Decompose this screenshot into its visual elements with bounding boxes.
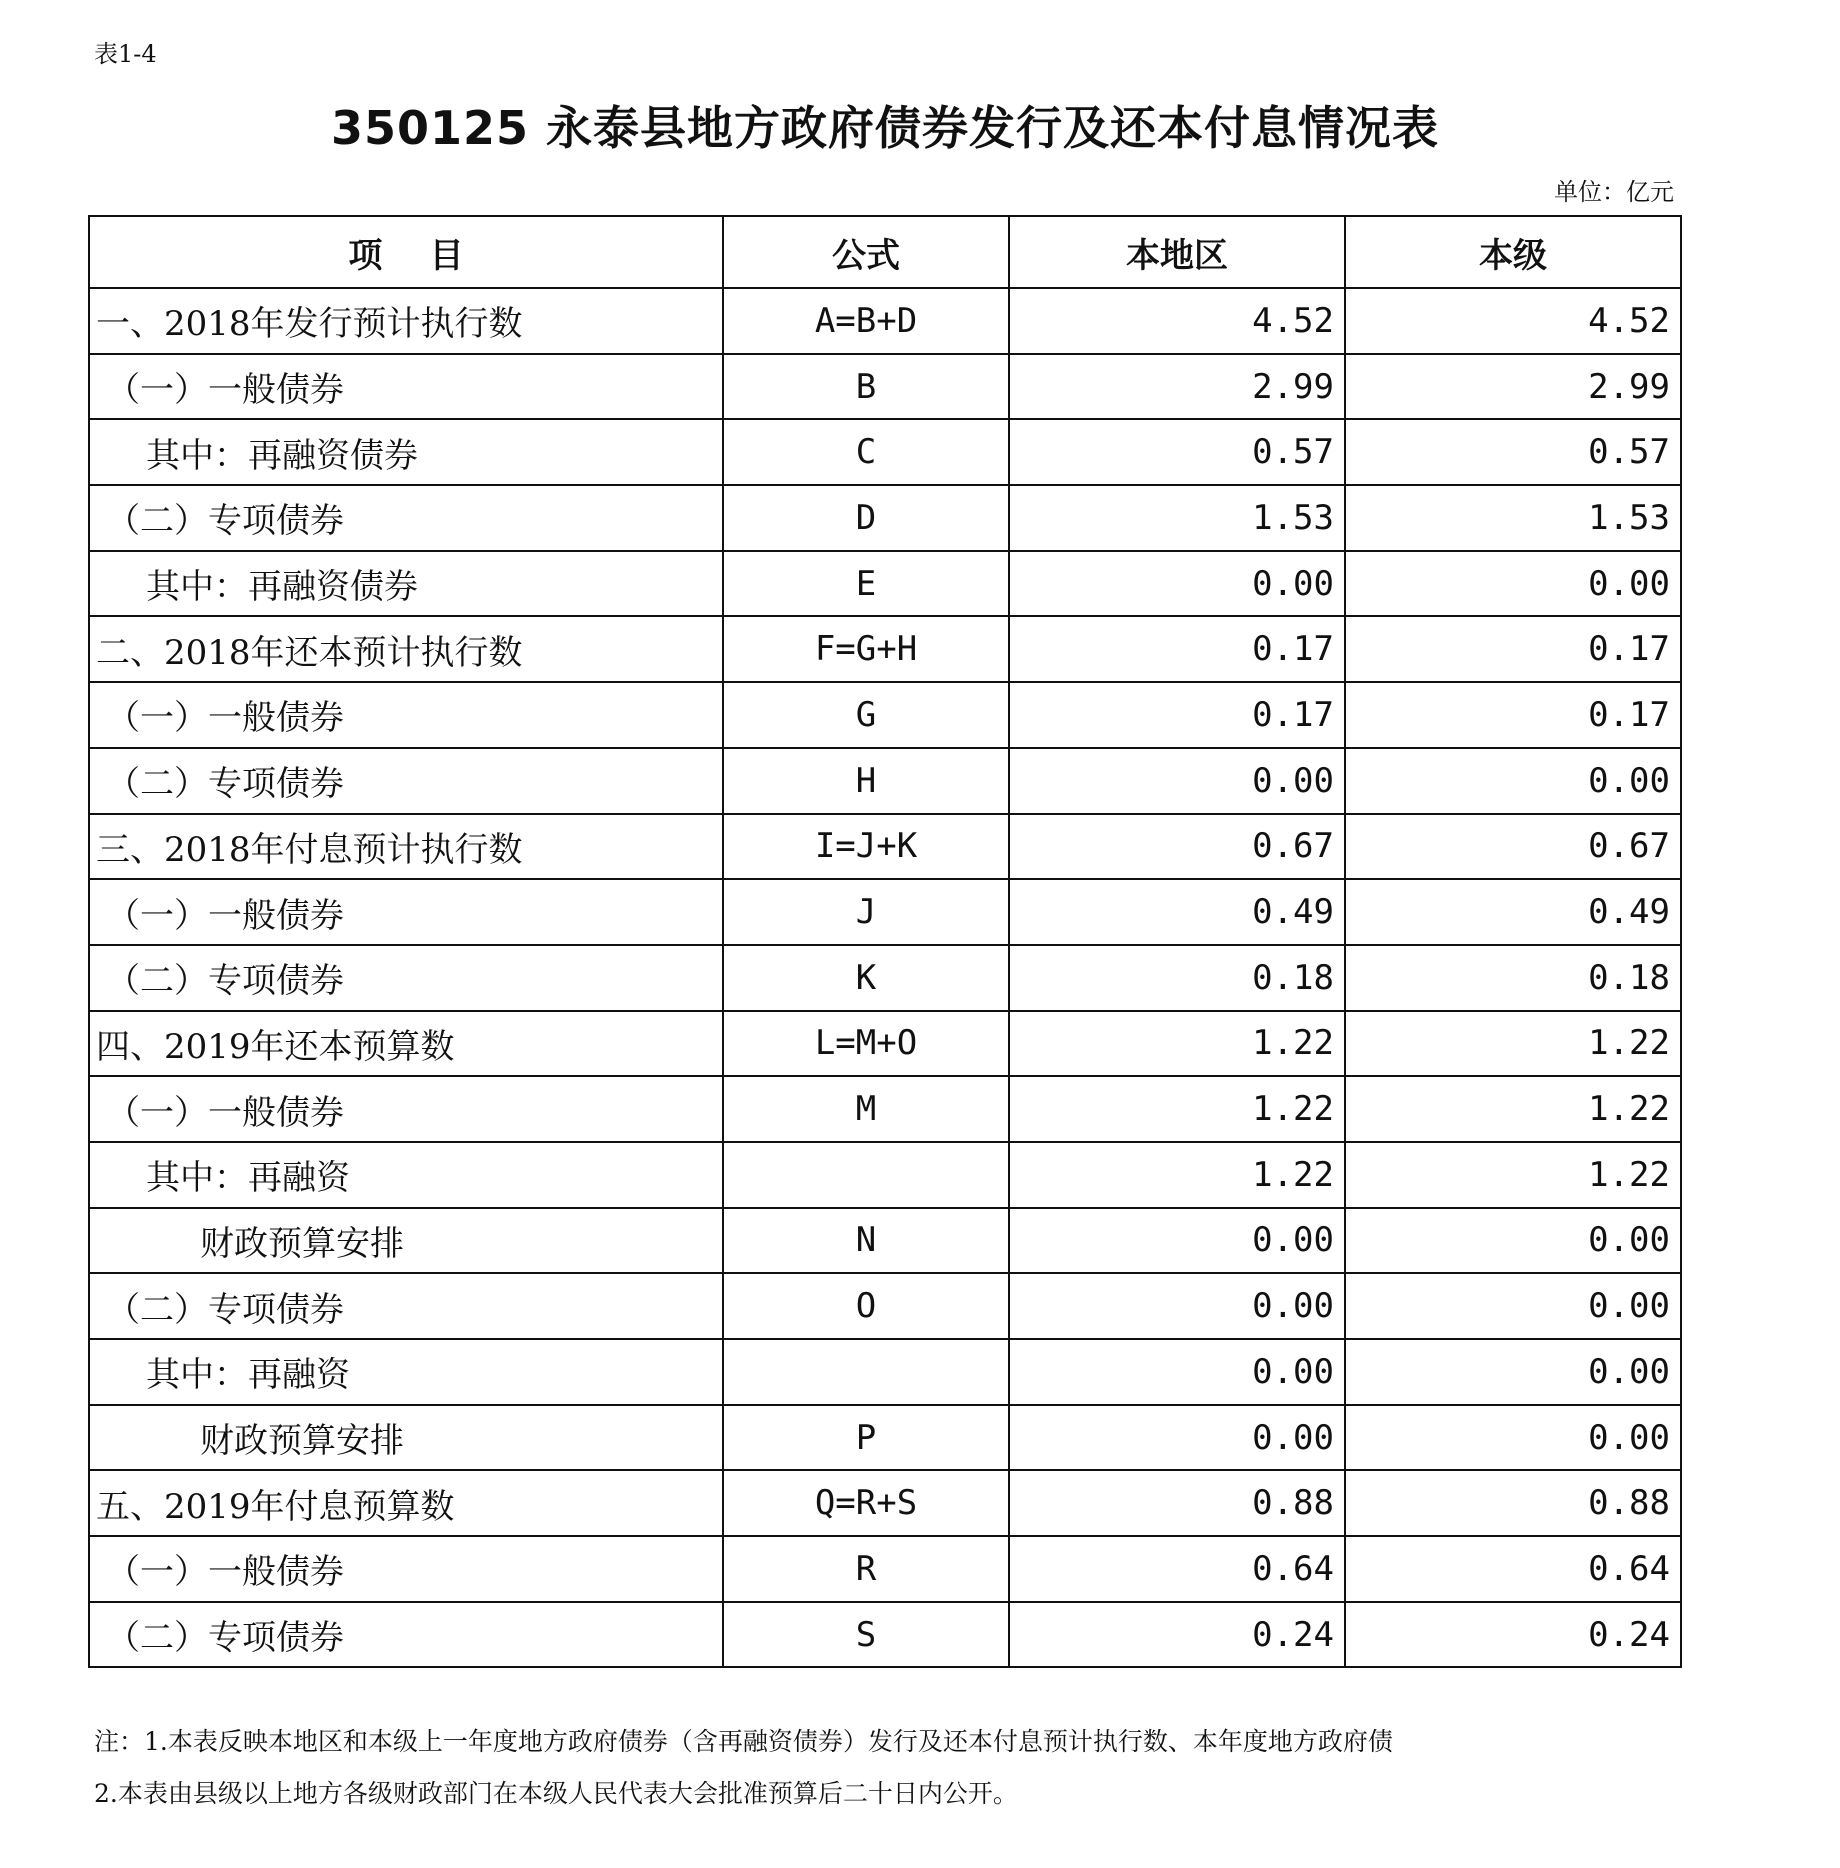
table-id: 表1-4	[94, 40, 157, 68]
row-item-cell: 其中：再融资债券	[89, 419, 723, 485]
page-title: 350125 永泰县地方政府债券发行及还本付息情况表	[330, 101, 1440, 155]
row-item-cell: 三、2018年付息预计执行数	[89, 814, 723, 880]
row-formula-cell	[723, 1142, 1009, 1208]
row-formula-cell: B	[723, 354, 1009, 420]
table-row	[89, 1076, 1681, 1142]
note-1: 注：1.本表反映本地区和本级上一年度地方政府债券（含再融资债券）发行及还本付息预计执行数、本年度地方政府债	[94, 1727, 1393, 1756]
row-item-cell: （二）专项债券	[89, 485, 723, 551]
row-item-cell: 其中：再融资	[89, 1339, 723, 1405]
row-region-value: 4.52	[1009, 288, 1345, 354]
row-region-value: 0.88	[1009, 1470, 1345, 1536]
row-item-cell: （二）专项债券	[89, 748, 723, 814]
row-region-value: 1.22	[1009, 1076, 1345, 1142]
row-level-value: 1.53	[1345, 485, 1681, 551]
row-formula-cell: D	[723, 485, 1009, 551]
row-region-value: 1.53	[1009, 485, 1345, 551]
row-formula-cell: S	[723, 1602, 1009, 1668]
row-region-value: 0.49	[1009, 879, 1345, 945]
row-region-value: 0.17	[1009, 682, 1345, 748]
row-level-value: 0.49	[1345, 879, 1681, 945]
row-item-cell: 其中：再融资债券	[89, 551, 723, 617]
debt-table	[88, 215, 1682, 1668]
note-2: 2.本表由县级以上地方各级财政部门在本级人民代表大会批准预算后二十日内公开。	[94, 1779, 1018, 1808]
table-row	[89, 1142, 1681, 1208]
row-region-value: 0.00	[1009, 1273, 1345, 1339]
table-row	[89, 1273, 1681, 1339]
row-formula-cell: H	[723, 748, 1009, 814]
table-row	[89, 485, 1681, 551]
header-item: 项 目	[89, 216, 723, 288]
table-row	[89, 1602, 1681, 1668]
row-item-cell: （一）一般债券	[89, 1536, 723, 1602]
table-row	[89, 1405, 1681, 1471]
row-formula-cell: N	[723, 1208, 1009, 1274]
row-level-value: 1.22	[1345, 1076, 1681, 1142]
unit-label: 单位：亿元	[1554, 178, 1674, 206]
row-level-value: 0.00	[1345, 748, 1681, 814]
table-row	[89, 354, 1681, 420]
row-formula-cell: M	[723, 1076, 1009, 1142]
row-level-value: 2.99	[1345, 354, 1681, 420]
table-row	[89, 616, 1681, 682]
row-region-value: 0.00	[1009, 1208, 1345, 1274]
row-region-value: 0.57	[1009, 419, 1345, 485]
row-level-value: 0.00	[1345, 551, 1681, 617]
table-row	[89, 814, 1681, 880]
row-formula-cell: P	[723, 1405, 1009, 1471]
row-item-cell: （二）专项债券	[89, 1602, 723, 1668]
row-region-value: 0.24	[1009, 1602, 1345, 1668]
row-item-cell: （一）一般债券	[89, 879, 723, 945]
row-item-cell: 五、2019年付息预算数	[89, 1470, 723, 1536]
table-row	[89, 1339, 1681, 1405]
row-level-value: 0.17	[1345, 616, 1681, 682]
row-item-cell: （一）一般债券	[89, 682, 723, 748]
table-row	[89, 748, 1681, 814]
row-formula-cell: O	[723, 1273, 1009, 1339]
row-region-value: 0.00	[1009, 1339, 1345, 1405]
table-row	[89, 682, 1681, 748]
table-row	[89, 288, 1681, 354]
row-region-value: 0.17	[1009, 616, 1345, 682]
header-level: 本级	[1345, 216, 1681, 288]
row-formula-cell: I=J+K	[723, 814, 1009, 880]
row-level-value: 0.88	[1345, 1470, 1681, 1536]
row-formula-cell: Q=R+S	[723, 1470, 1009, 1536]
row-level-value: 0.64	[1345, 1536, 1681, 1602]
row-region-value: 2.99	[1009, 354, 1345, 420]
row-level-value: 0.67	[1345, 814, 1681, 880]
row-level-value: 0.00	[1345, 1405, 1681, 1471]
row-formula-cell: A=B+D	[723, 288, 1009, 354]
row-formula-cell: J	[723, 879, 1009, 945]
row-item-cell: 财政预算安排	[89, 1208, 723, 1274]
row-item-cell: （二）专项债券	[89, 945, 723, 1011]
row-region-value: 0.00	[1009, 748, 1345, 814]
row-level-value: 0.18	[1345, 945, 1681, 1011]
row-region-value: 0.00	[1009, 1405, 1345, 1471]
row-formula-cell: F=G+H	[723, 616, 1009, 682]
row-level-value: 1.22	[1345, 1142, 1681, 1208]
row-region-value: 0.64	[1009, 1536, 1345, 1602]
row-formula-cell: R	[723, 1536, 1009, 1602]
table-row	[89, 879, 1681, 945]
row-item-cell: 财政预算安排	[89, 1405, 723, 1471]
header-row	[89, 216, 1681, 288]
row-level-value: 0.00	[1345, 1339, 1681, 1405]
row-level-value: 0.24	[1345, 1602, 1681, 1668]
row-region-value: 0.67	[1009, 814, 1345, 880]
row-formula-cell: K	[723, 945, 1009, 1011]
row-level-value: 1.22	[1345, 1011, 1681, 1077]
row-level-value: 0.00	[1345, 1208, 1681, 1274]
row-item-cell: （二）专项债券	[89, 1273, 723, 1339]
row-item-cell: 一、2018年发行预计执行数	[89, 288, 723, 354]
row-region-value: 1.22	[1009, 1011, 1345, 1077]
table-row	[89, 1208, 1681, 1274]
header-formula: 公式	[723, 216, 1009, 288]
row-level-value: 4.52	[1345, 288, 1681, 354]
table-row	[89, 1011, 1681, 1077]
row-formula-cell: C	[723, 419, 1009, 485]
row-formula-cell: L=M+O	[723, 1011, 1009, 1077]
table-row	[89, 945, 1681, 1011]
row-region-value: 1.22	[1009, 1142, 1345, 1208]
row-level-value: 0.17	[1345, 682, 1681, 748]
row-item-cell: （一）一般债券	[89, 1076, 723, 1142]
row-formula-cell	[723, 1339, 1009, 1405]
row-item-cell: 二、2018年还本预计执行数	[89, 616, 723, 682]
row-item-cell: （一）一般债券	[89, 354, 723, 420]
notes	[94, 1716, 1664, 1820]
row-level-value: 0.57	[1345, 419, 1681, 485]
row-formula-cell: G	[723, 682, 1009, 748]
table-row	[89, 1536, 1681, 1602]
row-region-value: 0.00	[1009, 551, 1345, 617]
row-region-value: 0.18	[1009, 945, 1345, 1011]
row-item-cell: 其中：再融资	[89, 1142, 723, 1208]
row-item-cell: 四、2019年还本预算数	[89, 1011, 723, 1077]
table-row	[89, 551, 1681, 617]
row-level-value: 0.00	[1345, 1273, 1681, 1339]
header-region: 本地区	[1009, 216, 1345, 288]
row-formula-cell: E	[723, 551, 1009, 617]
table-row	[89, 1470, 1681, 1536]
table-row	[89, 419, 1681, 485]
